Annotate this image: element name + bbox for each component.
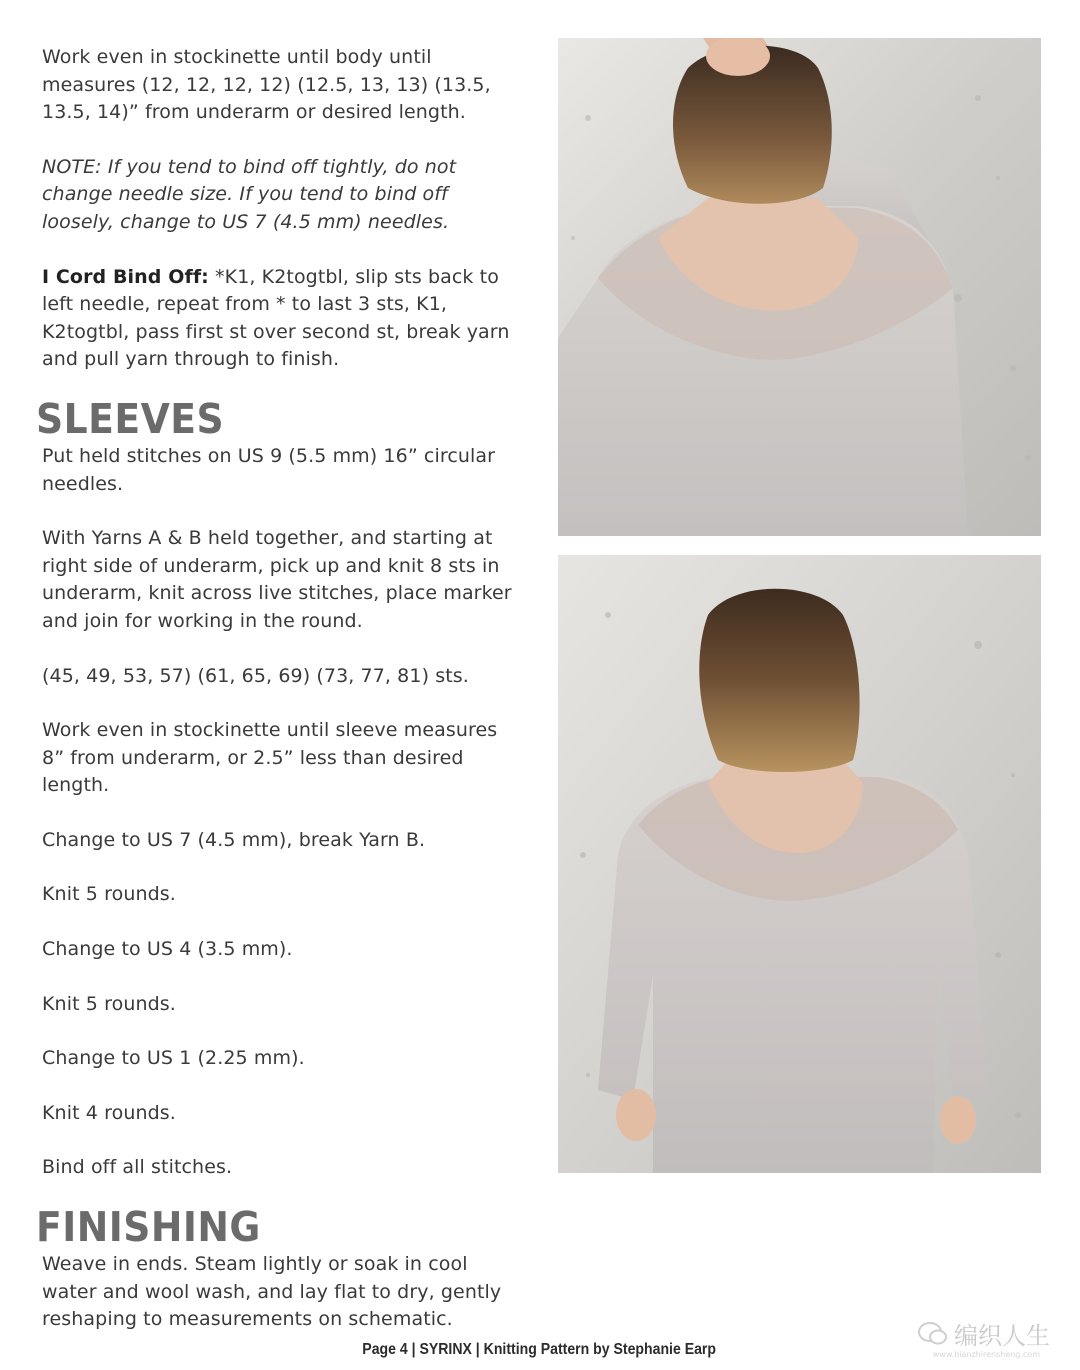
finishing-heading: FINISHING (36, 1203, 261, 1252)
photo-illustration (558, 555, 1041, 1173)
sleeves-step: Put held stitches on US 9 (5.5 mm) 16” circular needles. (42, 444, 496, 495)
icord-bind-off-paragraph (42, 264, 522, 374)
sleeves-step: Change to US 7 (4.5 mm), break Yarn B. (42, 828, 426, 851)
sleeves-step: Work even in stockinette until sleeve measures 8” from underarm, or 2.5” less than desired length. (42, 719, 498, 797)
finishing-paragraph: Weave in ends. Steam lightly or soak in cool water and wool wash, and lay flat to dry, gently reshaping to measurements on schematic. (42, 1253, 502, 1331)
page-footer: Page 4 | SYRINX | Knitting Pattern by Stephanie Earp (362, 1341, 716, 1358)
sleeves-step: Change to US 4 (3.5 mm). (42, 938, 293, 961)
sleeves-step: Bind off all stitches. (42, 1156, 233, 1179)
photo-illustration (558, 38, 1041, 536)
note-paragraph: NOTE: If you tend to bind off tightly, do not change needle size. If you tend to bind off loosely, change to US 7 (4.5 mm) needles. (42, 155, 457, 233)
sleeves-step: Knit 5 rounds. (42, 992, 176, 1015)
pattern-text-column (36, 44, 522, 1361)
sweater-photo-back-arms-down (558, 555, 1041, 1173)
sweater-photo-back-arm-raised (558, 38, 1041, 536)
icord-text: *K1, K2togtbl, slip sts back to left needle, repeat from * to last 3 sts, K1, K2togtbl, pass first st over second st, break yarn and pull yarn through to finish. (42, 265, 510, 371)
watermark (918, 1316, 1050, 1359)
sleeves-step: Knit 5 rounds. (42, 883, 176, 906)
sleeves-step: (45, 49, 53, 57) (61, 65, 69) (73, 77, 81) sts. (42, 664, 469, 687)
sleeves-step: Change to US 1 (2.25 mm). (42, 1047, 305, 1070)
sleeves-step: With Yarns A & B held together, and starting at right side of underarm, pick up and knit 8 sts in underarm, knit across live stitches, place marker and join for working in the round. (42, 527, 512, 632)
watermark-url: www.bianzhirensheng.com (932, 1350, 1040, 1359)
sleeves-step: Knit 4 rounds. (42, 1101, 176, 1124)
chat-bubble-icon (918, 1321, 948, 1347)
icord-label: I Cord Bind Off: (42, 265, 209, 288)
watermark-text: 编织人生 (954, 1322, 1050, 1350)
body-length-paragraph: Work even in stockinette until body until measures (12, 12, 12, 12) (12.5, 13, 13) (13.5, 13.5, 14)” from underarm or desired length. (42, 46, 491, 124)
sleeves-heading: SLEEVES (36, 394, 225, 443)
